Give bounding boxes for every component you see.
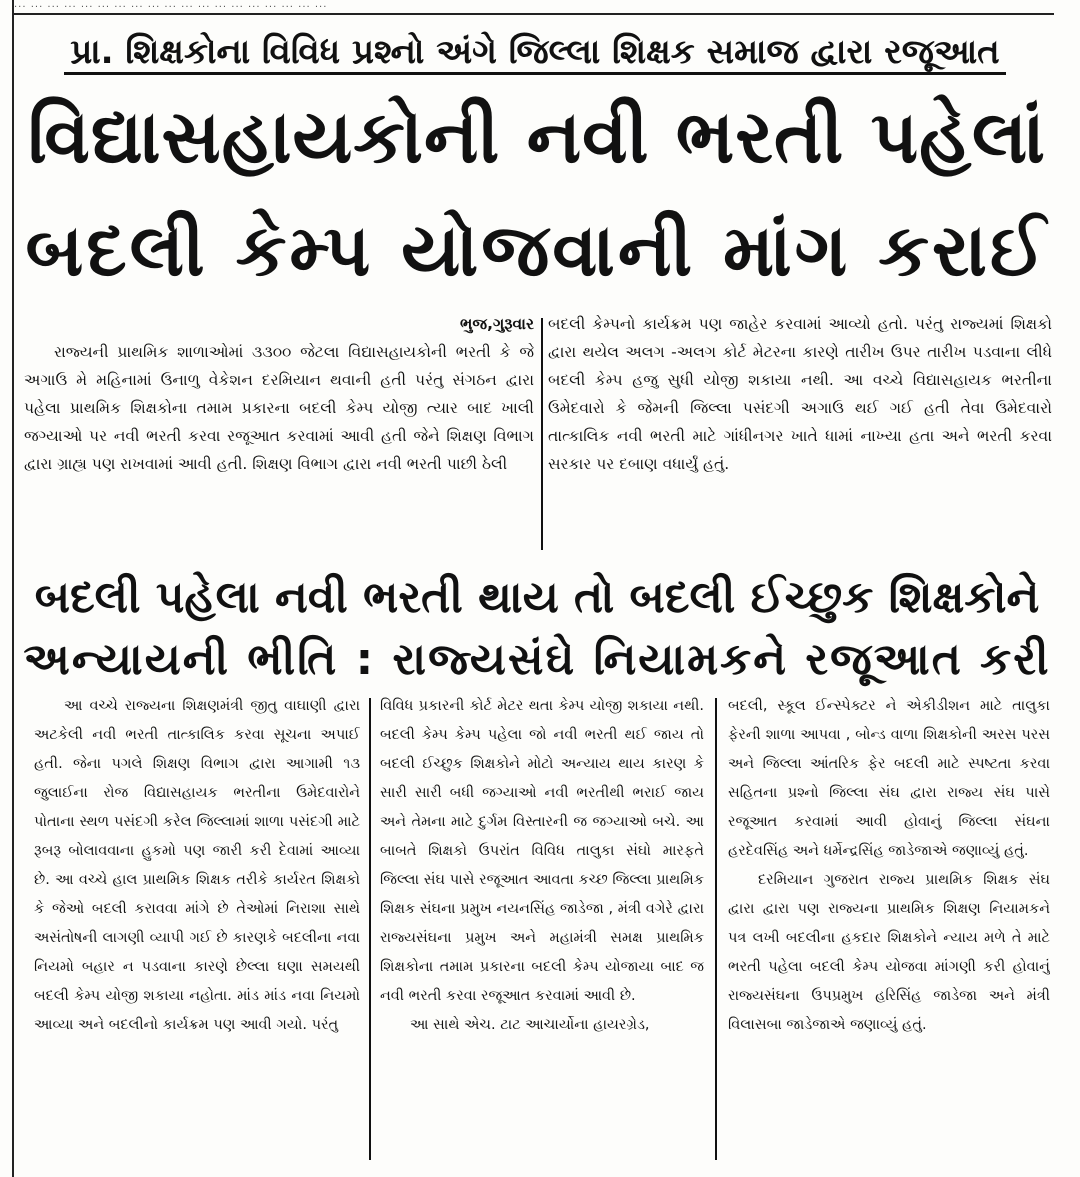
- article-column-4: [380, 692, 704, 1170]
- column-5-text: બદલી, સ્કૂલ ઈન્સ્પેક્ટર ને એકીડીશન માટે તાલુકા ફેરની શાળા આપવા , બોન્ડ વાળા શિક્ષકોની અરસ પરસ અને જિલ્લા આંતરિક ફેર બદલી માટે સ્પષ્ટતા કરવા સહિતના પ્રશ્નો જિલ્લા સંઘ દ્વારા રાજ્ય સંઘ પાસે રજૂઆત કરવામાં આવી હોવાનું જિલ્લા સંઘના હરદેવસિંહ અને ધર્મેન્દ્રસિંહ જાડેજાએ જણાવ્યું હતું.: [728, 698, 1050, 859]
- dateline: ભુજ,ગુરૂવાર: [460, 315, 534, 333]
- column-3-text: આ વચ્ચે રાજ્યના શિક્ષણમંત્રી જીતુ વાઘાણી દ્વારા અટકેલી નવી ભરતી તાત્કાલિક કરવા સૂચના અપાઈ હતી. જેના પગલે શિક્ષણ વિભાગ દ્વારા આગામી ૧૩ જુલાઈના રોજ વિદ્યાસહાયક ભરતીના ઉમેદવારોને પોતાના સ્થળ પસંદગી કરેલ જિલ્લામાં શાળા પસંદગી માટે રૂબરૂ બોલાવવાના હુકમો પણ જારી કરી દેવામાં આવ્યા છે. આ વચ્ચે હાલ પ્રાથમિક શિક્ષક તરીકે કાર્યરત શિક્ષકો કે જેઓ બદલી કરાવવા માંગે છે તેઓમાં નિરાશા સાથે અસંતોષની લાગણી વ્યાપી ગઈ છે કારણકે બદલીના નવા નિયમો બહાર ન પડવાના કારણે છેલ્લા ઘણા સમયથી બદલી કેમ્પ યોજી શકાયા નહોતા. માંડ માંડ નવા નિયમો આવ્યા અને બદલીનો કાર્યક્રમ પણ આવી ગયો. પરંતુ: [34, 698, 360, 1033]
- article-kicker: [30, 22, 1040, 84]
- column-divider: [369, 698, 371, 1160]
- previous-article-strip: ... ... ... ... ... ... ... ... ... ... ... ... ... ... ... ... ... ... ...: [14, 0, 328, 10]
- headline-line-2: બદલી કેમ્પ યોજવાની માંગ કરાઈ: [25, 208, 1049, 292]
- column-2-text: બદલી કેમ્પનો કાર્યક્રમ પણ જાહેર કરવામાં આવ્યો હતો. પરંતુ રાજ્યમાં શિક્ષકો દ્વારા થયેલ અલગ -અલગ કોર્ટ મેટરના કારણે તારીખ ઉપર તારીખ પડવાના લીધે બદલી કેમ્પ હજુ સુધી યોજી શકાયા નથી. આ વચ્ચે વિદ્યાસહાયક ભરતીના ઉમેદવારો કે જેમની જિલ્લા પસંદગી અગાઉ થઈ ગઈ હતી તેવા ઉમેદવારો તાત્કાલિક નવી ભરતી માટે ગાંધીનગર ખાતે ધામાં નાખ્યા હતા અને ભરતી કરવા સરકાર પર દબાણ વધાર્યું હતું.: [548, 315, 1052, 473]
- article-column-3: [34, 692, 360, 1170]
- column-5-text-2: દરમિયાન ગુજરાત રાજ્ય પ્રાથમિક શિક્ષક સંઘ દ્વારા દ્વારા પણ રાજ્યના પ્રાથમિક શિક્ષણ નિયામકને પત્ર લખી બદલીના હકદાર શિક્ષકોને ન્યાય મળે તે માટે ભરતી પહેલા બદલી કેમ્પ યોજવા માંગણી કરી હોવાનું રાજ્યસંઘના ઉપપ્રમુખ હરિસિંહ જાડેજા અને મંત્રી વિલાસબા જાડેજાએ જણાવ્યું હતું.: [728, 872, 1050, 1033]
- article-column-1: [24, 310, 534, 560]
- subheadline-line-1: બદલી પહેલા નવી ભરતી થાય તો બદલી ઈચ્છુક શિક્ષકોને: [34, 572, 1040, 623]
- column-1-text: રાજ્યની પ્રાથમિક શાળાઓમાં ૩૩૦૦ જેટલા વિદ્યાસહાયકોની ભરતી કે જે અગાઉ મે મહિનામાં ઉનાળુ વેકેશન દરમિયાન થવાની હતી પરંતુ સંગઠન દ્વારા પહેલા પ્રાથમિક શિક્ષકોના તમામ પ્રકારના બદલી કેમ્પ યોજી ત્યાર બાદ ખાલી જગ્યાઓ પર નવી ભરતી કરવા રજૂઆત કરવામાં આવી હતી જેને શિક્ષણ વિભાગ દ્વારા ગ્રાહ્ય પણ રાખવામાં આવી હતી. શિક્ષણ વિભાગ દ્વારા નવી ભરતી પાછી ઠેલી: [24, 343, 534, 473]
- column-4-tail: આ સાથે એચ. ટાટ આચાર્યોના હાયરગ્રેડ,: [410, 1017, 650, 1033]
- kicker-text: પ્રા. શિક્ષકોના વિવિધ પ્રશ્નો અંગે જિલ્લા શિક્ષક સમાજ દ્વારા રજૂઆત: [64, 32, 1005, 75]
- top-divider: [14, 13, 1054, 15]
- column-4-text: વિવિધ પ્રકારની કોર્ટ મેટર થતા કેમ્પ યોજી શકાયા નથી. બદલી કેમ્પ કેમ્પ પહેલા જો નવી ભરતી થઈ જાય તો બદલી ઈચ્છુક શિક્ષકોને મોટો અન્યાય થાય કારણ કે સારી સારી બધી જગ્યાઓ નવી ભરતીથી ભરાઈ જાય અને તેમના માટે દુર્ગમ વિસ્તારની જ જગ્યાઓ બચે. આ બાબતે શિક્ષકો ઉપરાંત વિવિધ તાલુકા સંઘો મારફતે જિલ્લા સંઘ પાસે રજૂઆત આવતા કચ્છ જિલ્લા પ્રાથમિક શિક્ષક સંઘના પ્રમુખ નયનસિંહ જાડેજા , મંત્રી વગેરે દ્વારા રાજ્યસંઘના પ્રમુખ અને મહામંત્રી સમક્ષ પ્રાથમિક શિક્ષકોના તમામ પ્રકારના બદલી કેમ્પ યોજાયા બાદ જ નવી ભરતી કરવા રજૂઆત કરવામાં આવી છે.: [380, 698, 704, 1004]
- subheadline-line-2: અન્યાયની ભીતિ : રાજ્યસંઘે નિયામકને રજૂઆત કરી: [23, 634, 1051, 685]
- article-column-2: [548, 310, 1052, 560]
- page-left-border: [12, 0, 14, 1177]
- article-column-5: [728, 692, 1050, 1170]
- column-divider: [541, 318, 543, 550]
- column-divider: [715, 698, 717, 1160]
- headline-line-1: વિદ્યાસહાયકોની નવી ભરતી પહેલાં: [27, 95, 1047, 180]
